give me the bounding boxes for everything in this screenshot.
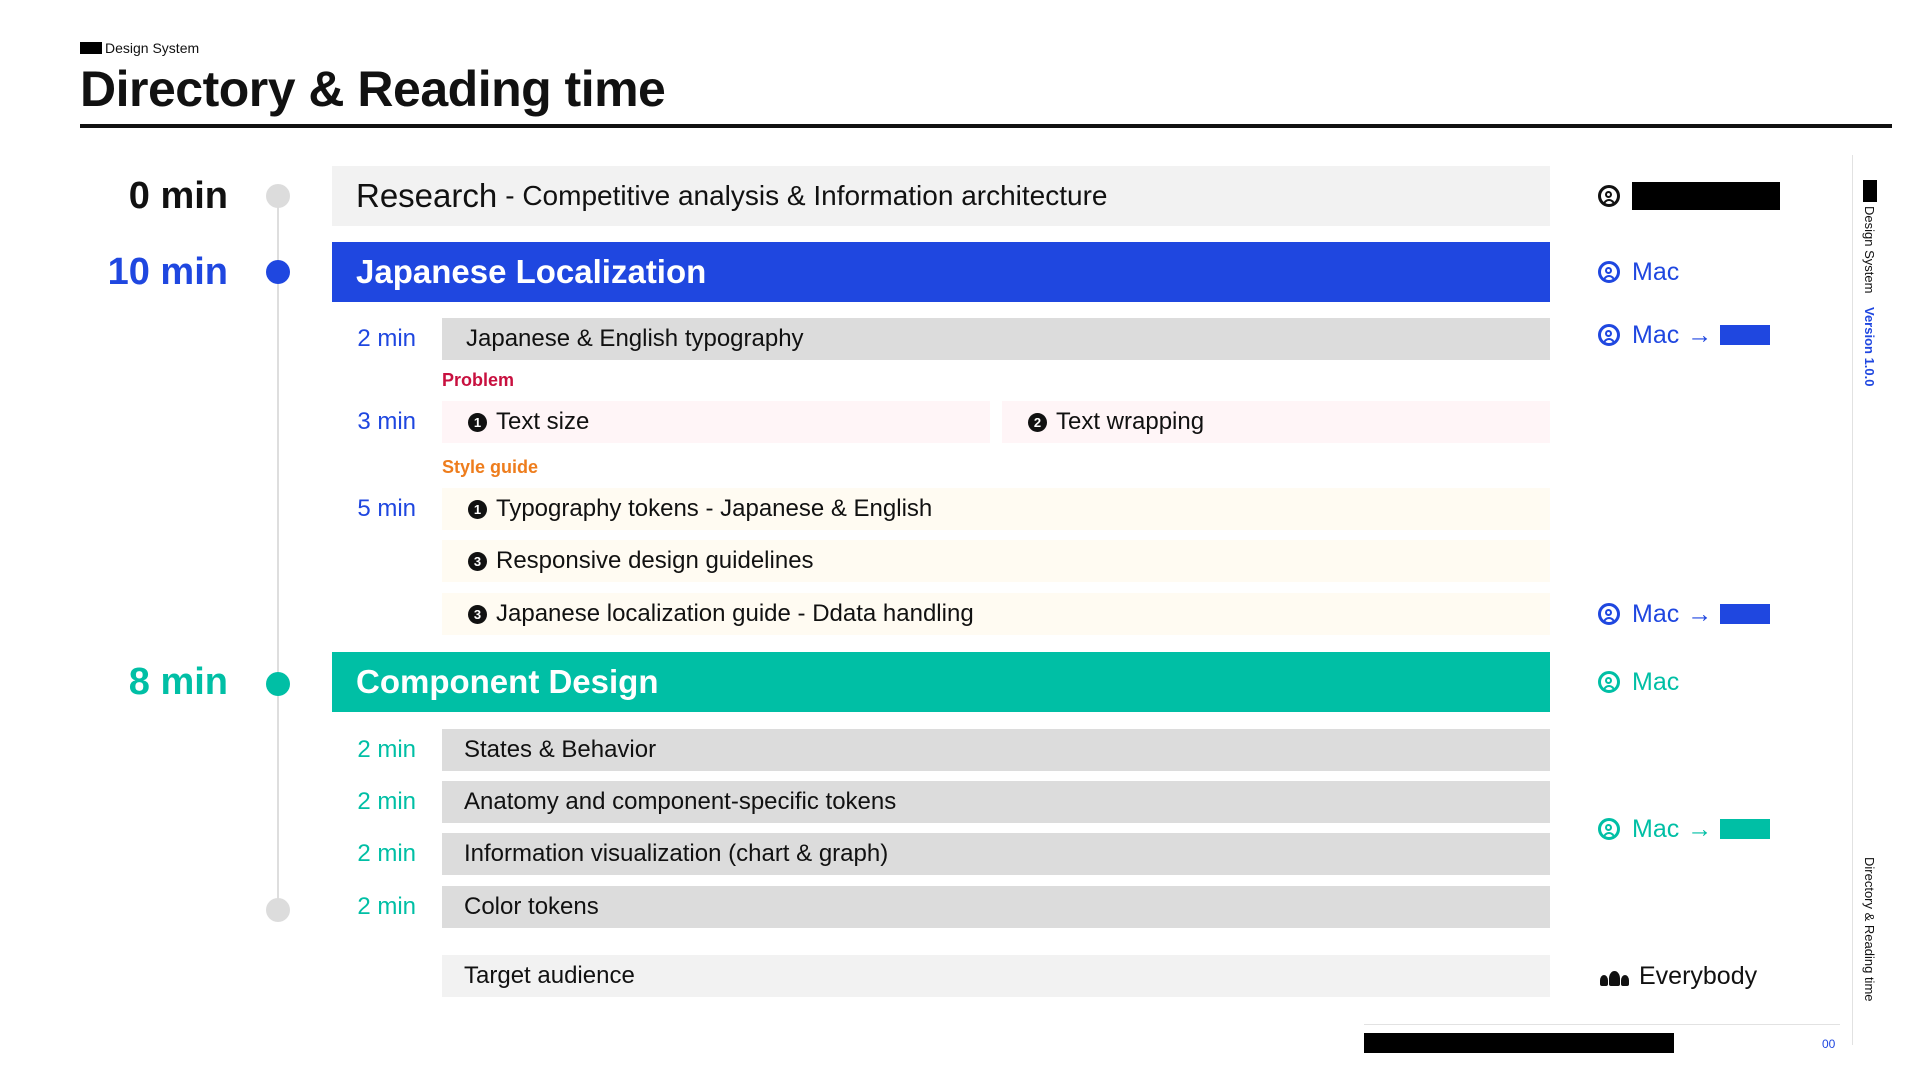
eyebrow-label: Design System [105, 40, 200, 56]
anatomy-bar [442, 781, 1550, 823]
assignee-name: Mac [1632, 814, 1680, 843]
color-tokens-bar [442, 886, 1550, 928]
page-title: Directory & Reading time [80, 61, 666, 117]
person-circle-icon [1598, 185, 1620, 207]
anatomy-time: 2 min [357, 788, 416, 815]
audience-value [1600, 955, 1757, 997]
component-bar [332, 652, 1550, 712]
side-mark [1863, 180, 1877, 202]
person-circle-icon [1598, 671, 1620, 693]
timeline-line [277, 196, 279, 910]
infovis-time: 2 min [357, 840, 416, 867]
assignee-tag-redacted [1720, 325, 1770, 345]
style-guide-assignee [1598, 593, 1770, 635]
problem-item-label: Text wrapping [1056, 408, 1205, 435]
typography-assignee [1598, 314, 1770, 356]
style-guide-item-label: Responsive design guidelines [496, 547, 814, 574]
component-topics-assignee [1598, 808, 1770, 850]
states-time: 2 min [357, 736, 416, 763]
localization-time: 10 min [107, 251, 228, 293]
arrow-right-icon: → [1687, 814, 1713, 843]
number-3-icon: 3 [468, 552, 487, 571]
problem-item-text-size [442, 401, 990, 443]
style-guide-item-label: Japanese localization guide - Ddata handling [496, 600, 974, 627]
assignee-tag-redacted [1720, 819, 1770, 839]
version-label: Version 1.0.0 [1862, 307, 1877, 387]
style-guide-time: 5 min [357, 495, 416, 522]
side-divider [1852, 155, 1853, 1045]
footer-divider [1364, 1024, 1840, 1025]
problem-label: Problem [442, 370, 515, 390]
timeline-dot-end [266, 898, 290, 922]
infovis-bar [442, 833, 1550, 875]
assignee-name: Mac [1632, 667, 1680, 696]
number-3-icon: 3 [468, 605, 487, 624]
number-1-icon: 1 [468, 500, 487, 519]
eyebrow [80, 40, 199, 56]
style-guide-item-localization-guide [442, 593, 1550, 635]
typography-label: Japanese & English typography [466, 325, 804, 352]
component-title: Component Design [356, 663, 659, 700]
anatomy-label: Anatomy and component-specific tokens [464, 788, 897, 815]
problem-time: 3 min [357, 408, 416, 435]
typography-bar [442, 318, 1550, 360]
assignee-name: Mac [1632, 257, 1680, 286]
problem-item-text-wrapping [1002, 401, 1550, 443]
audience-bar [442, 955, 1550, 997]
localization-bar [332, 242, 1550, 302]
timeline-dot-component [266, 672, 290, 696]
research-subtitle: - Competitive analysis & Information architecture [505, 180, 1108, 211]
style-guide-item-responsive [442, 540, 1550, 582]
person-circle-icon [1598, 324, 1620, 346]
side-label: Design System [1862, 206, 1877, 294]
component-time: 8 min [128, 661, 228, 703]
typography-time: 2 min [357, 325, 416, 352]
color-tokens-label: Color tokens [464, 893, 599, 920]
research-time: 0 min [128, 175, 228, 217]
research-assignee-redacted [1632, 182, 1780, 210]
style-guide-item-typography-tokens [442, 488, 1550, 530]
side-label-top [1862, 180, 1877, 387]
localization-title: Japanese Localization [356, 253, 707, 290]
page-number: 00 [1822, 1037, 1836, 1051]
person-circle-icon [1598, 818, 1620, 840]
group-icon [1600, 966, 1629, 986]
states-label: States & Behavior [464, 736, 657, 763]
audience-value-text: Everybody [1639, 961, 1758, 990]
number-2-icon: 2 [1028, 413, 1047, 432]
research-title: Research [356, 177, 498, 214]
assignee-name: Mac [1632, 599, 1680, 628]
side-label-bottom: Directory & Reading time [1862, 857, 1877, 1002]
color-tokens-time: 2 min [357, 893, 416, 920]
audience-label: Target audience [464, 962, 635, 989]
arrow-right-icon: → [1687, 320, 1713, 349]
assignee-tag-redacted [1720, 604, 1770, 624]
style-guide-label: Style guide [442, 457, 539, 477]
assignee-name: Mac [1632, 320, 1680, 349]
research-bar [332, 166, 1550, 226]
timeline-dot-localization [266, 260, 290, 284]
component-assignee [1598, 661, 1679, 703]
localization-assignee [1598, 251, 1679, 293]
style-guide-item-label: Typography tokens - Japanese & English [496, 495, 933, 522]
eyebrow-mark [80, 42, 102, 54]
title-divider [80, 124, 1892, 128]
person-circle-icon [1598, 603, 1620, 625]
timeline-dot-start [266, 184, 290, 208]
problem-item-label: Text size [496, 408, 590, 435]
side-vertical-text [1862, 206, 1877, 387]
footer-redacted-block [1364, 1033, 1674, 1053]
infovis-label: Information visualization (chart & graph) [464, 840, 889, 867]
arrow-right-icon: → [1687, 599, 1713, 628]
number-1-icon: 1 [468, 413, 487, 432]
person-circle-icon [1598, 261, 1620, 283]
research-assignee [1598, 175, 1780, 217]
states-bar [442, 729, 1550, 771]
